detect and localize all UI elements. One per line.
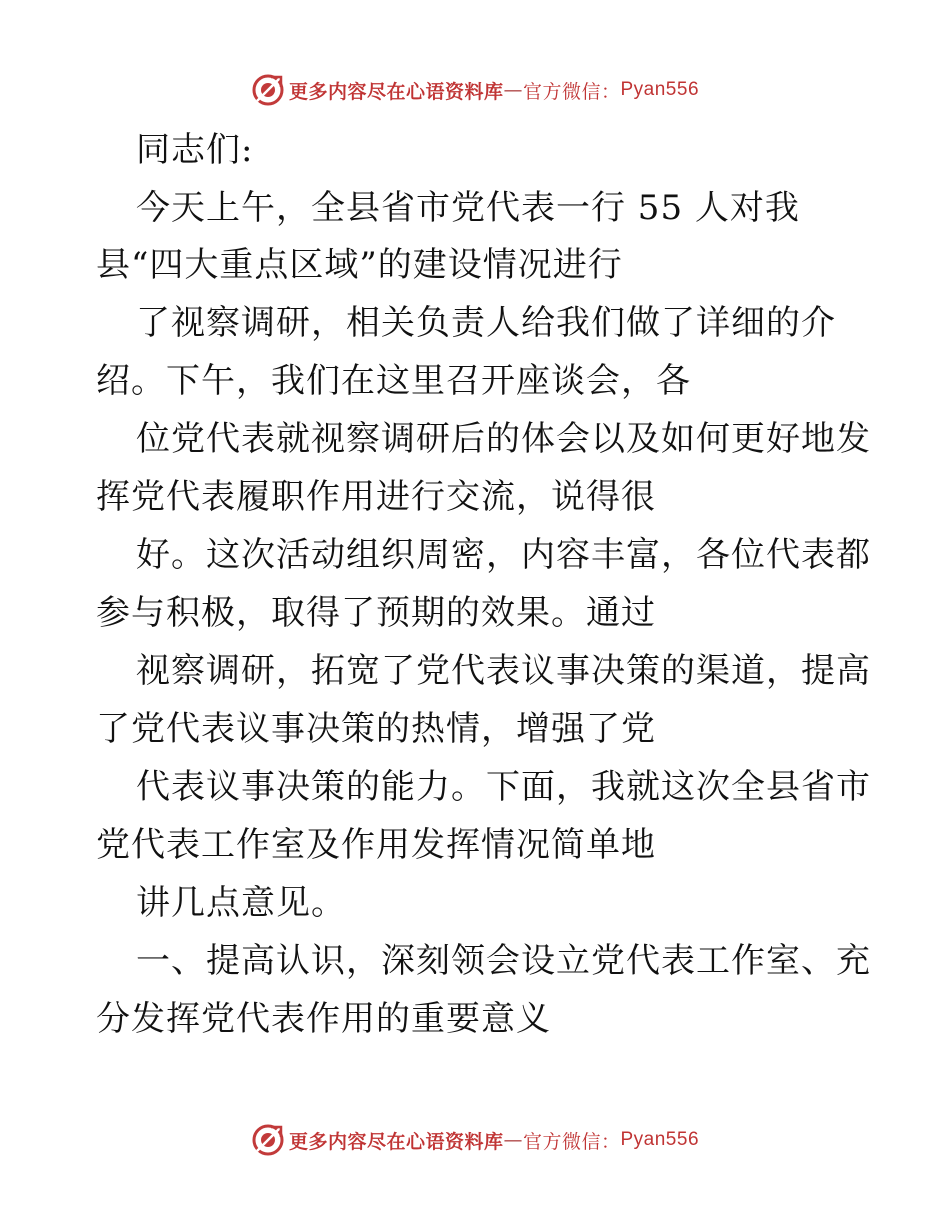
watermark-brand: 更多内容尽在心语资料库 bbox=[288, 80, 504, 103]
watermark-official-label: 官方微信： bbox=[522, 80, 621, 103]
footer-watermark bbox=[0, 1122, 950, 1158]
paragraph-line: 好。这次活动组织周密，内容丰富，各位代表都 bbox=[136, 535, 871, 575]
red-seal-logo-icon bbox=[251, 73, 285, 107]
paragraph-line: 党代表工作室及作用发挥情况简单地 bbox=[96, 825, 656, 865]
paragraph-line: 代表议事决策的能力。下面，我就这次全县省市 bbox=[136, 767, 871, 807]
paragraph-line: 今天上午，全县省市党代表一行 55 人对我 bbox=[136, 188, 800, 228]
paragraph-line: 参与积极，取得了预期的效果。通过 bbox=[96, 593, 656, 633]
watermark-dash: — bbox=[503, 1129, 523, 1151]
paragraph-line: 视察调研，拓宽了党代表议事决策的渠道，提高 bbox=[136, 651, 871, 691]
paragraph-line: 讲几点意见。 bbox=[136, 883, 346, 923]
watermark-wechat-id: Pyan556 bbox=[620, 79, 700, 100]
paragraph-line: 位党代表就视察调研后的体会以及如何更好地发 bbox=[136, 419, 871, 459]
watermark-wechat-id: Pyan556 bbox=[620, 1129, 700, 1150]
watermark-text bbox=[289, 1127, 699, 1154]
section-heading: 一、提高认识，深刻领会设立党代表工作室、充 bbox=[136, 941, 871, 981]
section-heading-continued: 分发挥党代表作用的重要意义 bbox=[96, 999, 551, 1039]
watermark-dash: — bbox=[503, 79, 523, 101]
header-watermark bbox=[0, 72, 950, 108]
watermark-official-label: 官方微信： bbox=[522, 1130, 621, 1153]
paragraph-line: 了视察调研，相关负责人给我们做了详细的介 bbox=[136, 303, 836, 343]
watermark-text bbox=[289, 77, 699, 104]
red-seal-logo-icon bbox=[251, 1123, 285, 1157]
paragraph-line: 绍。下午，我们在这里召开座谈会，各 bbox=[96, 361, 691, 401]
paragraph-line: 挥党代表履职作用进行交流，说得很 bbox=[96, 477, 656, 517]
paragraph-line: 县“四大重点区域”的建设情况进行 bbox=[96, 245, 623, 285]
watermark-brand: 更多内容尽在心语资料库 bbox=[288, 1130, 504, 1153]
paragraph-line: 了党代表议事决策的热情，增强了党 bbox=[96, 709, 656, 749]
salutation: 同志们: bbox=[136, 130, 254, 170]
